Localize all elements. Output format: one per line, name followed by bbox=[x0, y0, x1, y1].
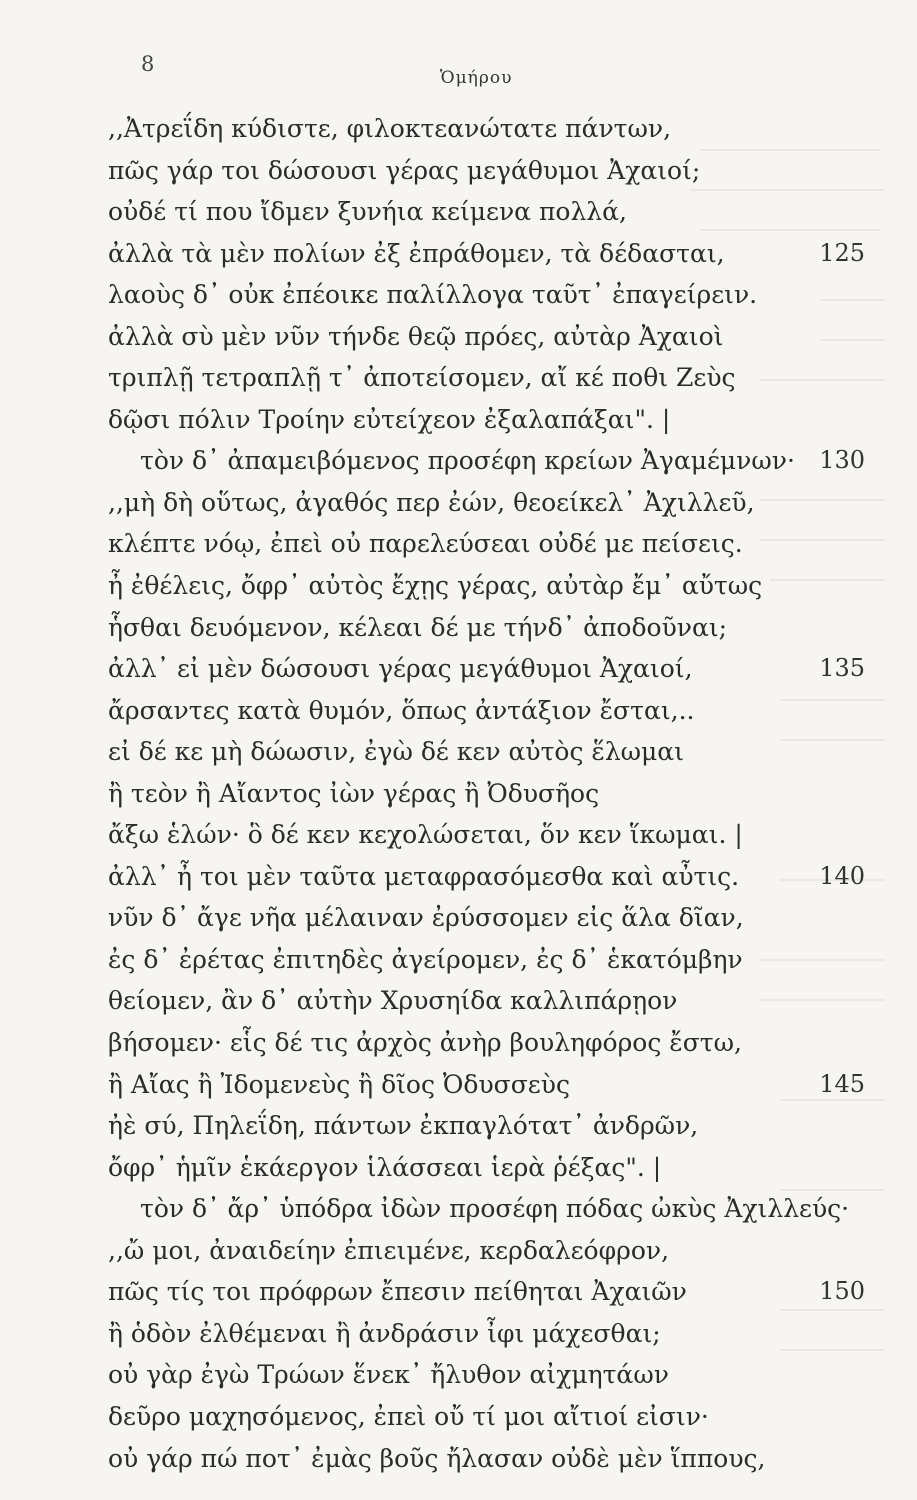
verse-line bbox=[0, 316, 917, 358]
verse-text: ἀλλὰ σὺ μὲν νῦν τήνδε θεῷ πρόες, αὐτὰρ Ἀχαιοὶ bbox=[108, 321, 724, 351]
verse-text: οὐ γάρ πώ ποτ᾽ ἐμὰς βοῦς ἤλασαν οὐδὲ μὲν ἵππους, bbox=[108, 1443, 766, 1473]
verse-line bbox=[0, 274, 917, 316]
verse-text: κλέπτε νόῳ, ἐπεὶ οὐ παρελεύσεαι οὐδέ με πείσεις. bbox=[108, 529, 743, 559]
verse-line bbox=[0, 1188, 917, 1230]
verse-text: εἰ δέ κε μὴ δώωσιν, ἐγὼ δέ κεν αὐτὸς ἕλωμαι bbox=[108, 737, 684, 767]
verse-text: ἦ ἐθέλεις, ὄφρ᾽ αὐτὸς ἔχῃς γέρας, αὐτὰρ ἔμ᾽ αὔτως bbox=[108, 571, 763, 601]
verse-text: τριπλῇ τετραπλῇ τ᾽ ἀποτείσομεν, αἴ κέ ποθι Ζεὺς bbox=[108, 363, 736, 393]
verse-line bbox=[0, 357, 917, 399]
verse-line bbox=[0, 648, 917, 690]
verse-text: ἢ τεὸν ἢ Αἴαντος ἰὼν γέρας ἢ Ὀδυσῆος bbox=[108, 778, 600, 808]
verse-text: ἢ ὁδὸν ἐλθέμεναι ἢ ἀνδράσιν ἶφι μάχεσθαι; bbox=[108, 1318, 661, 1348]
verse-text: τὸν δ᾽ ἀπαμειβόμενος προσέφη κρείων Ἀγαμέμνων· bbox=[140, 446, 795, 476]
verse-line bbox=[0, 607, 917, 649]
verse-text: ἄξω ἑλών· ὃ δέ κεν κεχολώσεται, ὅν κεν ἵκωμαι. | bbox=[108, 820, 743, 850]
verse-text: πῶς γάρ τοι δώσουσι γέρας μεγάθυμοι Ἀχαιοί; bbox=[108, 155, 701, 185]
verse-text: πῶς τίς τοι πρόφρων ἔπεσιν πείθηται Ἀχαιῶν bbox=[108, 1277, 687, 1307]
line-number: 145 bbox=[819, 1069, 865, 1098]
verse-line bbox=[0, 814, 917, 856]
verse-text: ἄρσαντες κατὰ θυμόν, ὅπως ἀντάξιον ἔσται,.. bbox=[108, 695, 695, 725]
verse-line bbox=[0, 939, 917, 981]
verse-line bbox=[0, 731, 917, 773]
verse-line bbox=[0, 1230, 917, 1272]
verse-line bbox=[0, 565, 917, 607]
verse-line bbox=[0, 1354, 917, 1396]
page-number: 8 bbox=[141, 52, 155, 76]
verse-text: δεῦρο μαχησόμενος, ἐπεὶ οὔ τί μοι αἴτιοί εἰσιν· bbox=[108, 1401, 709, 1431]
verse-text: ,,Ἀτρεΐδη κύδιστε, φιλοκτεανώτατε πάντων, bbox=[108, 114, 672, 143]
verse-line bbox=[0, 150, 917, 192]
verse-line bbox=[0, 1396, 917, 1438]
verse-text: ἧσθαι δευόμενον, κέλεαι δέ με τήνδ᾽ ἀποδοῦναι; bbox=[108, 612, 728, 642]
verse-text: ἐς δ᾽ ἐρέτας ἐπιτηδὲς ἀγείρομεν, ἐς δ᾽ ἑκατόμβην bbox=[108, 944, 743, 974]
verse-line bbox=[0, 482, 917, 524]
verse-text: ἠὲ σύ, Πηλεΐδη, πάντων ἐκπαγλότατ᾽ ἀνδρῶν, bbox=[108, 1111, 699, 1141]
line-number: 125 bbox=[819, 238, 865, 267]
verse-line bbox=[0, 1064, 917, 1106]
verse-line bbox=[0, 1147, 917, 1189]
verse-text: νῦν δ᾽ ἄγε νῆα μέλαιναν ἐρύσσομεν εἰς ἅλα δῖαν, bbox=[108, 903, 744, 933]
verse-line bbox=[0, 1022, 917, 1064]
verse-line bbox=[0, 523, 917, 565]
verse-text: οὐδέ τί που ἴδμεν ξυνήια κείμενα πολλά, bbox=[108, 197, 627, 227]
verse-line bbox=[0, 1271, 917, 1313]
verse-text: οὐ γὰρ ἐγὼ Τρώων ἕνεκ᾽ ἤλυθον αἰχμητάων bbox=[108, 1360, 669, 1390]
verse-line bbox=[0, 108, 917, 150]
verse-text: ἀλλ᾽ ἦ τοι μὲν ταῦτα μεταφρασόμεσθα καὶ αὖτις. bbox=[108, 861, 740, 891]
verse-list bbox=[0, 108, 917, 1479]
running-head: Ὁμήρου bbox=[440, 68, 513, 88]
verse-text: θείομεν, ἂν δ᾽ αὐτὴν Χρυσηίδα καλλιπάρῃον bbox=[108, 986, 678, 1016]
line-number: 130 bbox=[819, 446, 865, 475]
verse-text: ,,ὤ μοι, ἀναιδείην ἐπιειμένε, κερδαλεόφρον, bbox=[108, 1235, 670, 1265]
verse-line bbox=[0, 1105, 917, 1147]
verse-text: ἢ Αἴας ἢ Ἰδομενεὺς ἢ δῖος Ὀδυσσεὺς bbox=[108, 1069, 570, 1099]
verse-line bbox=[0, 980, 917, 1022]
verse-line bbox=[0, 773, 917, 815]
line-number: 135 bbox=[819, 654, 865, 683]
verse-text: βήσομεν· εἷς δέ τις ἀρχὸς ἀνὴρ βουληφόρος ἔστω, bbox=[108, 1028, 742, 1058]
verse-line bbox=[0, 191, 917, 233]
verse-text: τὸν δ᾽ ἄρ᾽ ὑπόδρα ἰδὼν προσέφη πόδας ὠκὺς Ἀχιλλεύς· bbox=[140, 1194, 850, 1224]
line-number: 150 bbox=[819, 1277, 865, 1306]
verse-line bbox=[0, 399, 917, 441]
verse-line bbox=[0, 440, 917, 482]
verse-text: ἀλλ᾽ εἰ μὲν δώσουσι γέρας μεγάθυμοι Ἀχαιοί, bbox=[108, 654, 693, 684]
verse-line bbox=[0, 856, 917, 898]
verse-text: δῷσι πόλιν Τροίην εὐτείχεον ἐξαλαπάξαι". | bbox=[108, 404, 671, 434]
verse-text: ,,μὴ δὴ οὕτως, ἀγαθός περ ἐών, θεοείκελ᾽ Ἀχιλλεῦ, bbox=[108, 487, 755, 517]
verse-text: λαοὺς δ᾽ οὐκ ἐπέοικε παλίλλογα ταῦτ᾽ ἐπαγείρειν. bbox=[108, 280, 758, 310]
line-number: 140 bbox=[819, 861, 865, 890]
verse-line bbox=[0, 897, 917, 939]
verse-text: ἀλλὰ τὰ μὲν πολίων ἐξ ἐπράθομεν, τὰ δέδασται, bbox=[108, 238, 725, 268]
verse-line bbox=[0, 1438, 917, 1480]
verse-line bbox=[0, 233, 917, 275]
verse-line bbox=[0, 1313, 917, 1355]
verse-text: ὄφρ᾽ ἡμῖν ἑκάεργον ἱλάσσεαι ἱερὰ ῥέξας". | bbox=[108, 1152, 662, 1182]
verse-line bbox=[0, 690, 917, 732]
